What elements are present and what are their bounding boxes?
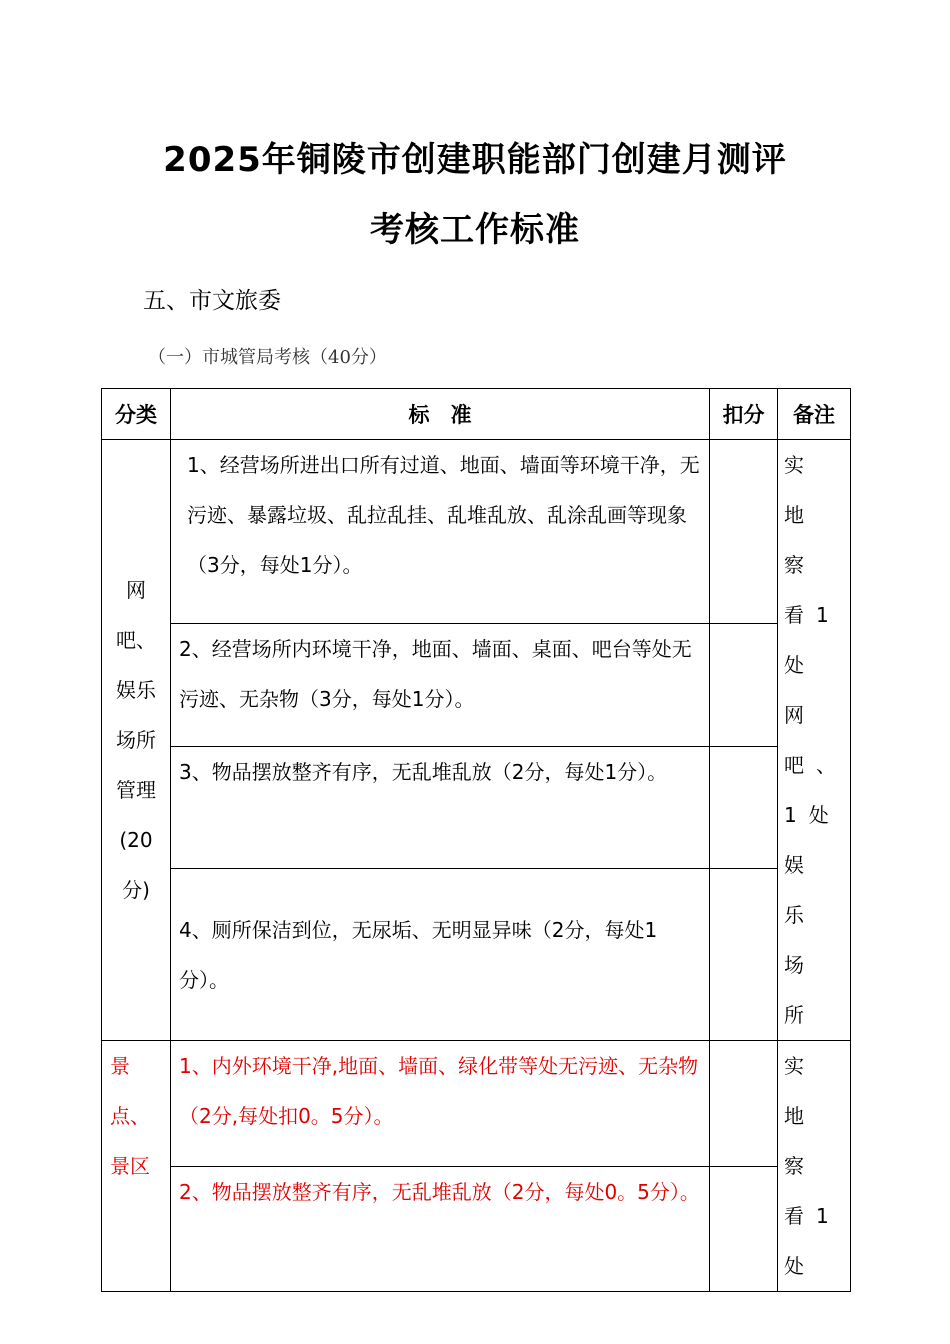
header-note: 备注 (778, 389, 851, 440)
deduction-cell (710, 746, 778, 869)
header-category: 分类 (102, 389, 171, 440)
table-header-row (102, 389, 851, 440)
criteria-table (101, 388, 851, 1292)
section-heading: 五、市文旅委 (143, 288, 281, 314)
header-deduction: 扣分 (710, 389, 778, 440)
category-cell (102, 440, 171, 1041)
table-row (102, 869, 851, 1041)
table-row (102, 746, 851, 869)
deduction-cell (710, 1166, 778, 1292)
table-row (102, 440, 851, 624)
table-row (102, 1166, 851, 1292)
note-label: 实地察看1处 (784, 1054, 841, 1278)
subsection-heading: （一）市城管局考核（40分） (148, 347, 387, 368)
deduction-cell (710, 1041, 778, 1167)
standard-cell: 3、物品摆放整齐有序，无乱堆乱放（2分，每处1分）。 (171, 746, 710, 869)
standard-cell: 2、经营场所内环境干净，地面、墙面、桌面、吧台等处无污迹、无杂物（3分，每处1分）。 (171, 623, 710, 746)
category-label: 网吧、娱乐场所管理(20分) (116, 578, 156, 902)
deduction-cell (710, 440, 778, 624)
category-cell (102, 1041, 171, 1292)
deduction-cell (710, 623, 778, 746)
standard-cell: 2、物品摆放整齐有序，无乱堆乱放（2分，每处0。5分）。 (171, 1166, 710, 1292)
standard-cell: 4、厕所保洁到位，无尿垢、无明显异味（2分，每处1分）。 (171, 869, 710, 1041)
table-row (102, 1041, 851, 1167)
header-standard: 标 准 (171, 389, 710, 440)
doc-title-line2: 考核工作标准 (370, 210, 580, 250)
deduction-cell (710, 869, 778, 1041)
note-cell (778, 440, 851, 1041)
standard-cell: 1、内外环境干净,地面、墙面、绿化带等处无污迹、无杂物（2分,每处扣0。5分）。 (171, 1041, 710, 1167)
category-label: 景点、景区 (110, 1054, 150, 1178)
standard-cell: 1、经营场所进出口所有过道、地面、墙面等环境干净，无污迹、暴露垃圾、乱拉乱挂、乱堆乱放、乱涂乱画等现象（3分，每处1分）。 (171, 440, 710, 624)
table-row (102, 623, 851, 746)
doc-title-line1: 2025年铜陵市创建职能部门创建月测评 (163, 140, 787, 180)
note-label: 实地察看1处网吧、1处娱乐场所 (784, 453, 848, 1027)
note-cell (778, 1041, 851, 1292)
